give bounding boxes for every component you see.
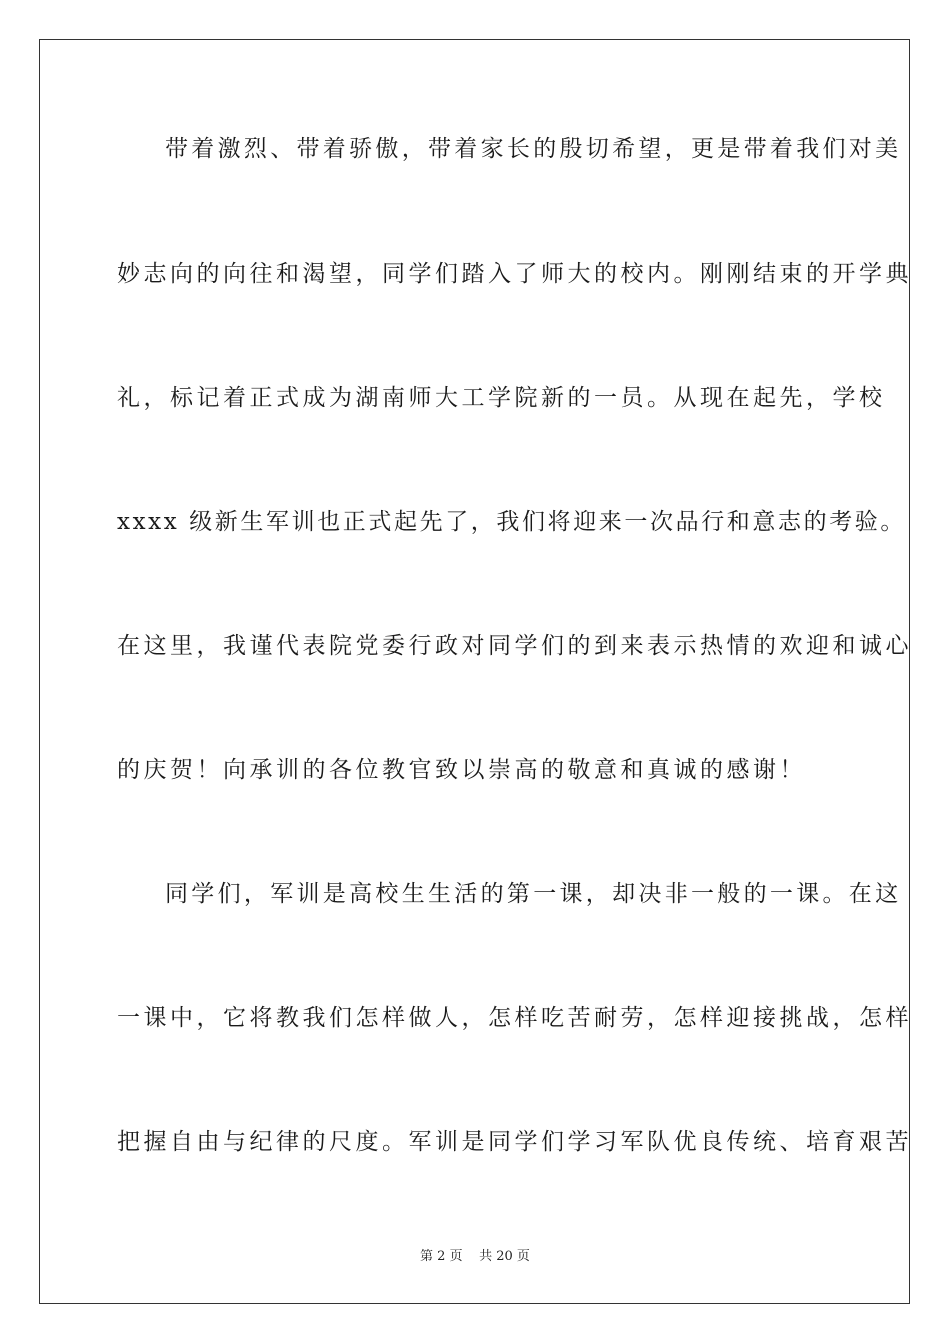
paragraph-line: 妙志向的向往和渴望，同学们踏入了师大的校内。刚刚结束的开学典	[117, 261, 912, 287]
paragraph-line: 把握自由与纪律的尺度。军训是同学们学习军队优良传统、培育艰苦	[117, 1129, 912, 1155]
page-number: 第 2 页	[420, 1249, 463, 1264]
paragraph-line: 的庆贺！向承训的各位教官致以崇高的敬意和真诚的感谢！	[117, 757, 806, 783]
page-border	[39, 39, 910, 1304]
paragraph-line: 带着激烈、带着骄傲，带着家长的殷切希望，更是带着我们对美	[165, 136, 902, 162]
paragraph-line: 礼，标记着正式成为湖南师大工学院新的一员。从现在起先，学校	[117, 385, 886, 411]
paragraph-line: xxxx 级新生军训也正式起先了，我们将迎来一次品行和意志的考验。	[117, 509, 906, 535]
page-total: 共 20 页	[479, 1249, 530, 1264]
paragraph-line: 同学们，军训是高校生生活的第一课，却决非一般的一课。在这	[165, 881, 902, 907]
paragraph-line: 在这里，我谨代表院党委行政对同学们的到来表示热情的欢迎和诚心	[117, 633, 912, 659]
paragraph-line: 一课中，它将教我们怎样做人，怎样吃苦耐劳，怎样迎接挑战，怎样	[117, 1005, 912, 1031]
page-footer	[0, 1247, 950, 1267]
